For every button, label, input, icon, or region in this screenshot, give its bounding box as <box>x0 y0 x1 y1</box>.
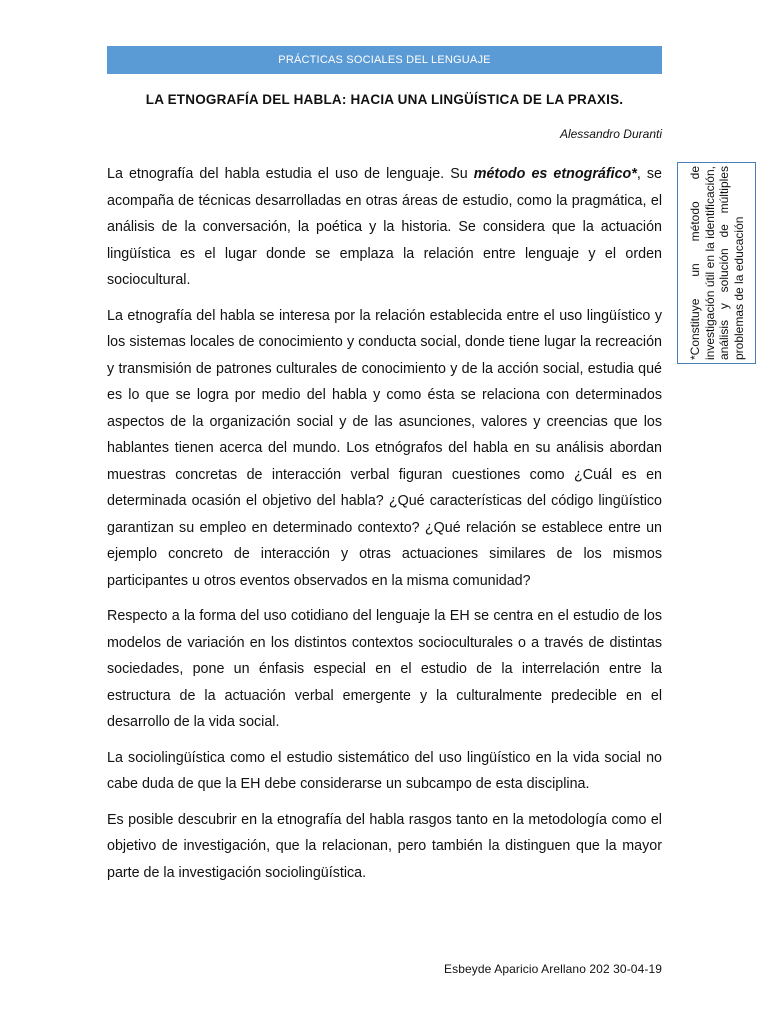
document-body <box>107 161 662 895</box>
document-title: LA ETNOGRAFÍA DEL HABLA: HACIA UNA LINGÜÍSTICA DE LA PRAXIS. <box>145 92 624 107</box>
section-banner <box>107 46 662 74</box>
side-note-text: *Constituye un método de investigación útil en la identificación, análisis y solución de múltiples problemas de la educación <box>687 166 745 360</box>
paragraph-4: La sociolingüística como el estudio sistemático del uso lingüístico en la vida social no cabe duda de que la EH debe considerarse un subcampo de esta disciplina. <box>107 749 662 792</box>
paragraph-3: Respecto a la forma del uso cotidiano del lenguaje la EH se centra en el estudio de los modelos de variación en los distintos contextos socioculturales o a través de distintas sociedades, pone un énfasis especial en el estudio de la interrelación entre la estructura de la actuación verbal emergente y la culturalmente predecible en el desarrollo de la vida social. <box>107 608 662 730</box>
paragraph-1 <box>107 161 662 294</box>
author-name: Alessandro Duranti <box>559 127 662 141</box>
banner-label: PRÁCTICAS SOCIALES DEL LENGUAJE <box>278 54 491 66</box>
side-note-box <box>677 162 756 364</box>
paragraph-2: La etnografía del habla se interesa por la relación establecida entre el uso lingüístico y los sistemas locales de conocimiento y conducta social, donde tiene lugar la recreación y transmisión de patrones culturales de conocimiento y de la acción social, estudia qué es lo que se logra por medio del habla y como ésta se relaciona con determinados aspectos de la organización social y de las asunciones, valores y creencias que los hablantes tienen acerca del mundo. Los etnógrafos del habla en su análisis abordan muestras concretas de interacción verbal figuran cuestiones como ¿Cuál es en determinada ocasión el objetivo del habla? ¿Qué características del código lingüístico garantizan su empleo en determinado contexto? ¿Qué relación se establece entre un ejemplo concreto de interacción y otras actuaciones similares de los mismos participantes u otros eventos observados en la misma comunidad? <box>107 307 662 589</box>
footer-signature: Esbeyde Aparicio Arellano 202 30-04-19 <box>444 962 662 976</box>
paragraph-5: Es posible descubrir en la etnografía del habla rasgos tanto en la metodología como el objetivo de investigación, que la relacionan, pero también la distinguen que la mayor parte de la investigación sociolingüística. <box>107 811 662 881</box>
paragraph-1-emphasis: método es etnográfico* <box>473 166 637 182</box>
paragraph-1-intro: La etnografía del habla estudia el uso de lenguaje. Su <box>107 166 474 182</box>
paragraph-1-rest: , se acompaña de técnicas desarrolladas en otras áreas de estudio, como la pragmática, el análisis de la conversación, la poética y la historia. Se considera que la actuación lingüística es el lugar donde se emplaza la relación entre lenguaje y el orden sociocultural. <box>107 166 662 288</box>
